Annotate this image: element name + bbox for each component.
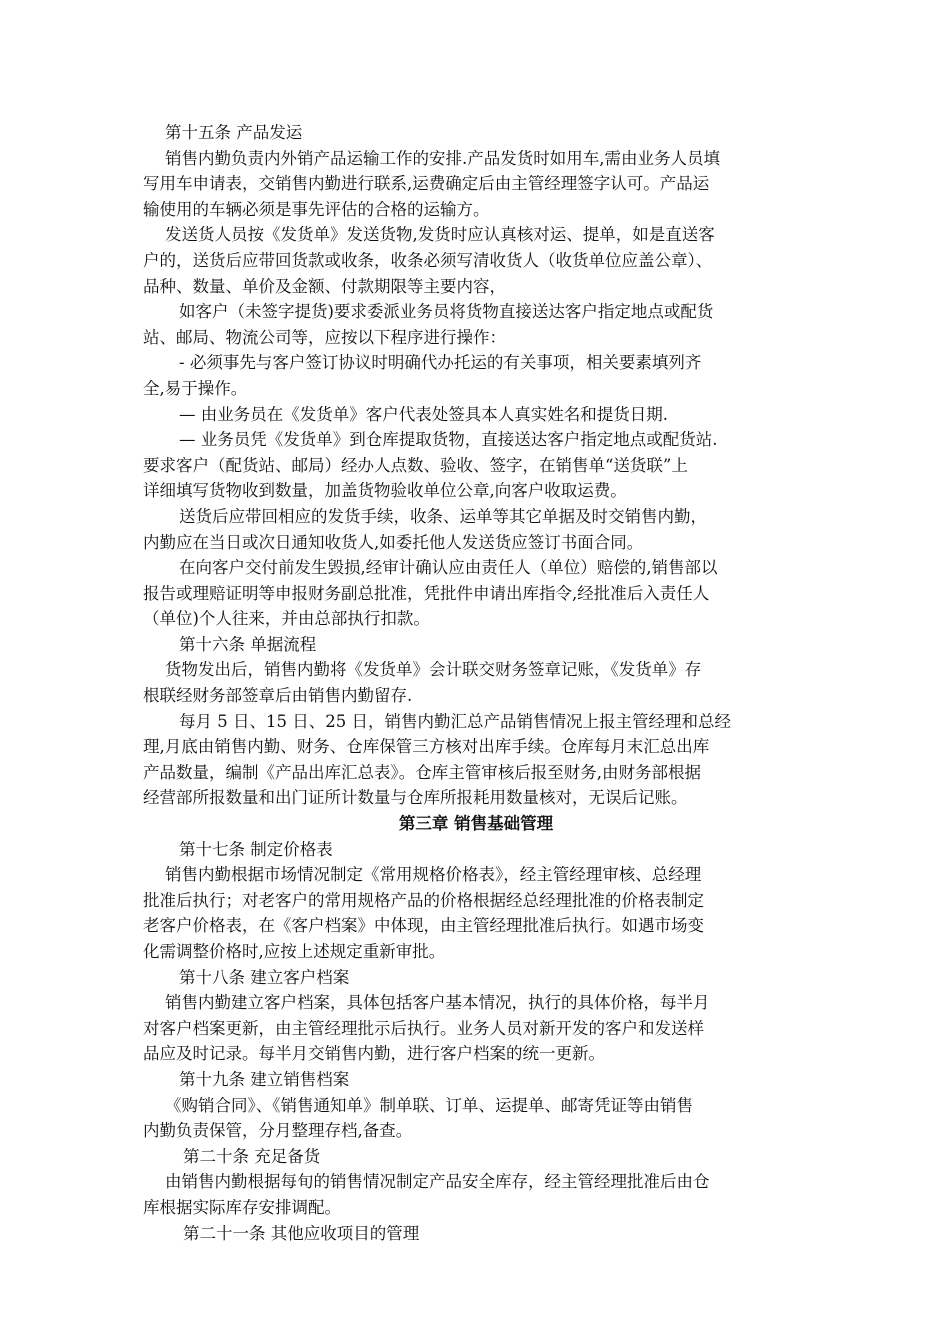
text-line: 《购销合同》、《销售通知单》制单联、订单、运提单、邮寄凭证等由销售 (165, 1095, 693, 1115)
text-line: 如客户（未签字提货)要求委派业务员将货物直接送达客户指定地点或配货 (179, 302, 714, 322)
document-page (143, 120, 809, 1246)
text-line: - 必须事先与客户签订协议时明确代办托运的有关事项，相关要素填列齐 (179, 353, 702, 373)
text-line: 品种、数量、单价及金额、付款期限等主要内容， (143, 276, 506, 296)
text-line: 第十九条 建立销售档案 (179, 1069, 350, 1089)
text-line: 内勤负责保管，分月整理存档,备查。 (143, 1121, 413, 1141)
text-line: 每月 5 日、15 日、25 日，销售内勤汇总产品销售情况上报主管经理和总经 (179, 711, 731, 731)
text-line: 经营部所报数量和出门证所计数量与仓库所报耗用数量核对，无误后记账。 (143, 788, 688, 808)
text-line: 品应及时记录。每半月交销售内勤，进行客户档案的统一更新。 (143, 1044, 605, 1064)
text-line: 对客户档案更新，由主管经理批示后执行。业务人员对新开发的客户和发送样 (143, 1018, 704, 1038)
text-line: 报告或理赔证明等申报财务副总批准，凭批件申请出库指令,经批准后入责任人 (143, 583, 710, 603)
text-line: 销售内勤负责内外销产品运输工作的安排.产品发货时如用车,需由业务人员填 (165, 148, 720, 168)
text-line: 老客户价格表，在《客户档案》中体现，由主管经理批准后执行。如遇市场变 (143, 916, 704, 936)
text-line: 全,易于操作。 (143, 378, 248, 398)
text-line: — 业务员凭《发货单》到仓库提取货物，直接送达客户指定地点或配货站. (179, 430, 718, 450)
text-line: 化需调整价格时,应按上述规定重新审批。 (143, 942, 446, 961)
text-line: 写用车申请表，交销售内勤进行联系,运费确定后由主管经理签字认可。产品运 (143, 174, 710, 194)
text-line: 产品数量，编制《产品出库汇总表》。仓库主管审核后报至财务,由财务部根据 (143, 762, 701, 782)
text-line: 库根据实际库存安排调配。 (143, 1197, 341, 1217)
text-line: 内勤应在当日或次日通知收货人,如委托他人发送货应签订书面合同。 (143, 532, 644, 552)
text-line: 第二十一条 其他应收项目的管理 (183, 1223, 420, 1243)
text-line: 第十六条 单据流程 (179, 634, 317, 654)
text-line: 户的，送货后应带回货款或收条，收条必须写清收货人（收货单位应盖公章）、 (143, 250, 713, 270)
text-line: 销售内勤建立客户档案，具体包括客户基本情况，执行的具体价格，每半月 (165, 993, 710, 1013)
text-line: 销售内勤根据市场情况制定《常用规格价格表》，经主管经理审核、总经理 (165, 865, 702, 885)
text-line: 第十七条 制定价格表 (179, 839, 333, 859)
text-line: 要求客户（配货站、邮局）经办人点数、验收、签字，在销售单“送货联”上 (143, 455, 688, 475)
chapter-heading: 第三章 销售基础管理 (398, 814, 554, 834)
text-line: 批准后执行；对老客户的常用规格产品的价格根据经总经理批准的价格表制定 (143, 890, 704, 910)
text-line: 理,月底由销售内勤、财务、仓库保管三方核对出库手续。仓库每月末汇总出库 (143, 737, 710, 757)
text-line: 由销售内勤根据每旬的销售情况制定产品安全库存，经主管经理批准后由仓 (165, 1172, 710, 1192)
text-line: 送货后应带回相应的发货手续，收条、运单等其它单据及时交销售内勤， (179, 506, 707, 526)
text-line: 发送货人员按《发货单》发送货物,发货时应认真核对运、提单，如是直送客 (165, 225, 715, 245)
text-line: 第十五条 产品发运 (165, 123, 303, 142)
text-line: 第二十条 充足备货 (183, 1146, 321, 1166)
text-line: 根联经财务部签章后由销售内勤留存. (143, 686, 413, 706)
text-line: （单位)个人往来，并由总部执行扣款。 (143, 609, 430, 629)
text-line: 详细填写货物收到数量，加盖货物验收单位公章,向客户收取运费。 (143, 481, 627, 501)
text-line: 在向客户交付前发生毁损,经审计确认应由责任人（单位）赔偿的,销售部以 (179, 558, 718, 578)
text-line: 站、邮局、物流公司等，应按以下程序进行操作： (143, 327, 506, 347)
text-line: 输使用的车辆必须是事先评估的合格的运输方。 (143, 199, 490, 219)
text-line: — 由业务员在《发货单》客户代表处签具本人真实姓名和提货日期. (179, 404, 668, 424)
text-line: 第十八条 建立客户档案 (179, 967, 350, 987)
text-line: 货物发出后，销售内勤将《发货单》会计联交财务签章记账，《发货单》存 (165, 660, 702, 680)
